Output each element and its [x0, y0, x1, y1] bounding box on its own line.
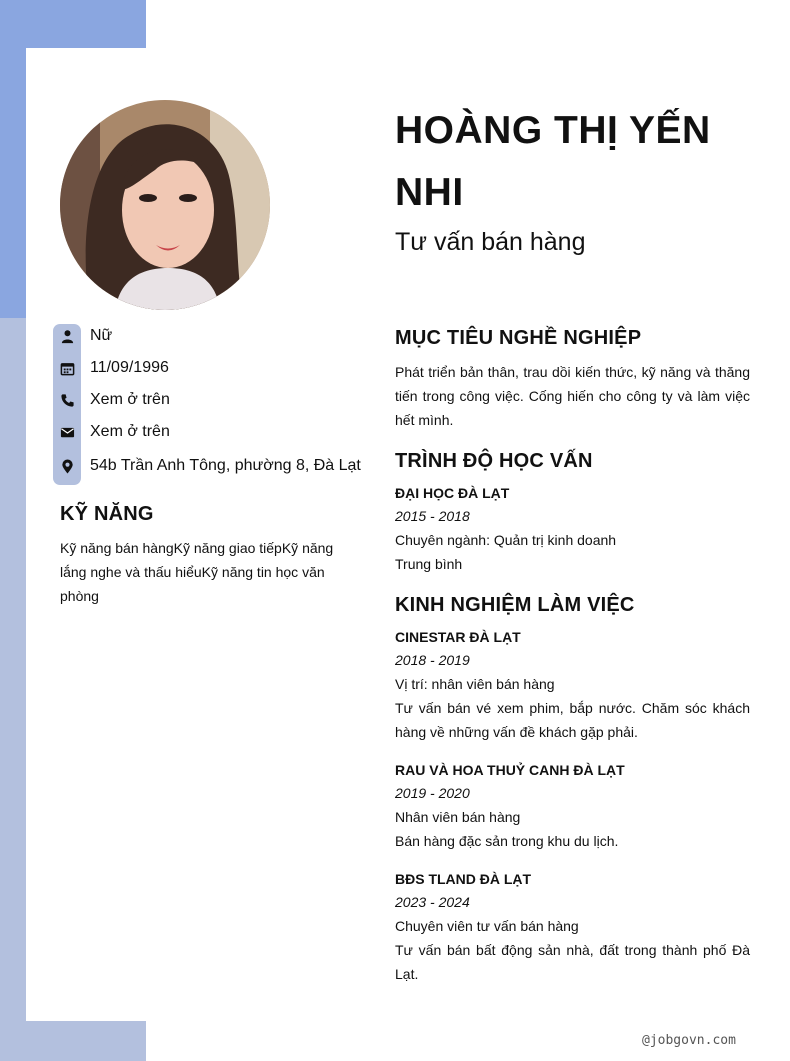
objective-heading: MỤC TIÊU NGHỀ NGHIỆP — [395, 327, 642, 349]
experience-heading: KINH NGHIỆM LÀM VIỆC — [395, 594, 635, 616]
candidate-name: HOÀNG THỊ YẾN NHI — [395, 109, 711, 214]
job-company: RAU VÀ HOA THUỶ CANH ĐÀ LẠT — [395, 762, 625, 778]
job-period: 2019 - 2020 — [395, 785, 470, 801]
avatar — [60, 100, 270, 310]
contact-phone — [53, 386, 373, 414]
education-grade: Trung bình — [395, 556, 463, 572]
job-description: Tư vấn bán bất động sản nhà, đất trong thành phố Đà Lạt. — [395, 942, 750, 982]
location-pin-icon — [53, 459, 81, 474]
skills-text: Kỹ năng bán hàngKỹ năng giao tiếpKỹ năng lắng nghe và thấu hiểuKỹ năng tin học văn phòng — [60, 540, 334, 604]
job-period: 2023 - 2024 — [395, 894, 470, 910]
contact-email-text: Xem ở trên — [90, 423, 170, 440]
decorative-left-stripe-lower — [0, 318, 26, 1061]
contact-phone-text: Xem ở trên — [90, 391, 170, 408]
decorative-bottom-band — [0, 1021, 146, 1061]
contact-gender — [53, 322, 373, 350]
job-position: Chuyên viên tư vấn bán hàng — [395, 918, 579, 934]
contact-address — [53, 452, 373, 480]
objective-text: Phát triển bản thân, trau dồi kiến thức, kỹ năng và thăng tiến trong công việc. Cống hiến cho công ty và làm việc hết mình. — [395, 364, 750, 428]
phone-icon — [53, 393, 81, 408]
job-company: CINESTAR ĐÀ LẠT — [395, 629, 521, 645]
skills-heading: KỸ NĂNG — [60, 503, 154, 525]
education-heading: TRÌNH ĐỘ HỌC VẤN — [395, 450, 593, 472]
watermark: @jobgovn.com — [642, 1033, 736, 1048]
candidate-role: Tư vấn bán hàng — [395, 228, 586, 256]
contact-birthdate — [53, 354, 373, 382]
person-icon — [53, 329, 81, 344]
calendar-icon — [53, 361, 81, 376]
job-period: 2018 - 2019 — [395, 652, 470, 668]
mail-icon — [53, 425, 81, 440]
decorative-left-stripe-upper — [0, 0, 26, 318]
avatar-photo-illustration — [60, 100, 270, 310]
job-position: Vị trí: nhân viên bán hàng — [395, 676, 555, 692]
education-period: 2015 - 2018 — [395, 508, 470, 524]
education-school: ĐẠI HỌC ĐÀ LẠT — [395, 485, 510, 501]
job-description: Tư vấn bán vé xem phim, bắp nước. Chăm sóc khách hàng về những vấn đề khách gặp phải. — [395, 700, 750, 740]
job-company: BĐS TLAND ĐÀ LẠT — [395, 871, 532, 887]
contact-address-text: 54b Trần Anh Tông, phường 8, Đà Lạt — [90, 457, 361, 474]
job-description: Bán hàng đặc sản trong khu du lịch. — [395, 833, 619, 849]
contact-email — [53, 418, 373, 446]
job-position: Nhân viên bán hàng — [395, 809, 521, 825]
education-major: Chuyên ngành: Quản trị kinh doanh — [395, 532, 617, 548]
contact-gender-text: Nữ — [90, 327, 113, 344]
contact-birthdate-text: 11/09/1996 — [90, 359, 169, 376]
